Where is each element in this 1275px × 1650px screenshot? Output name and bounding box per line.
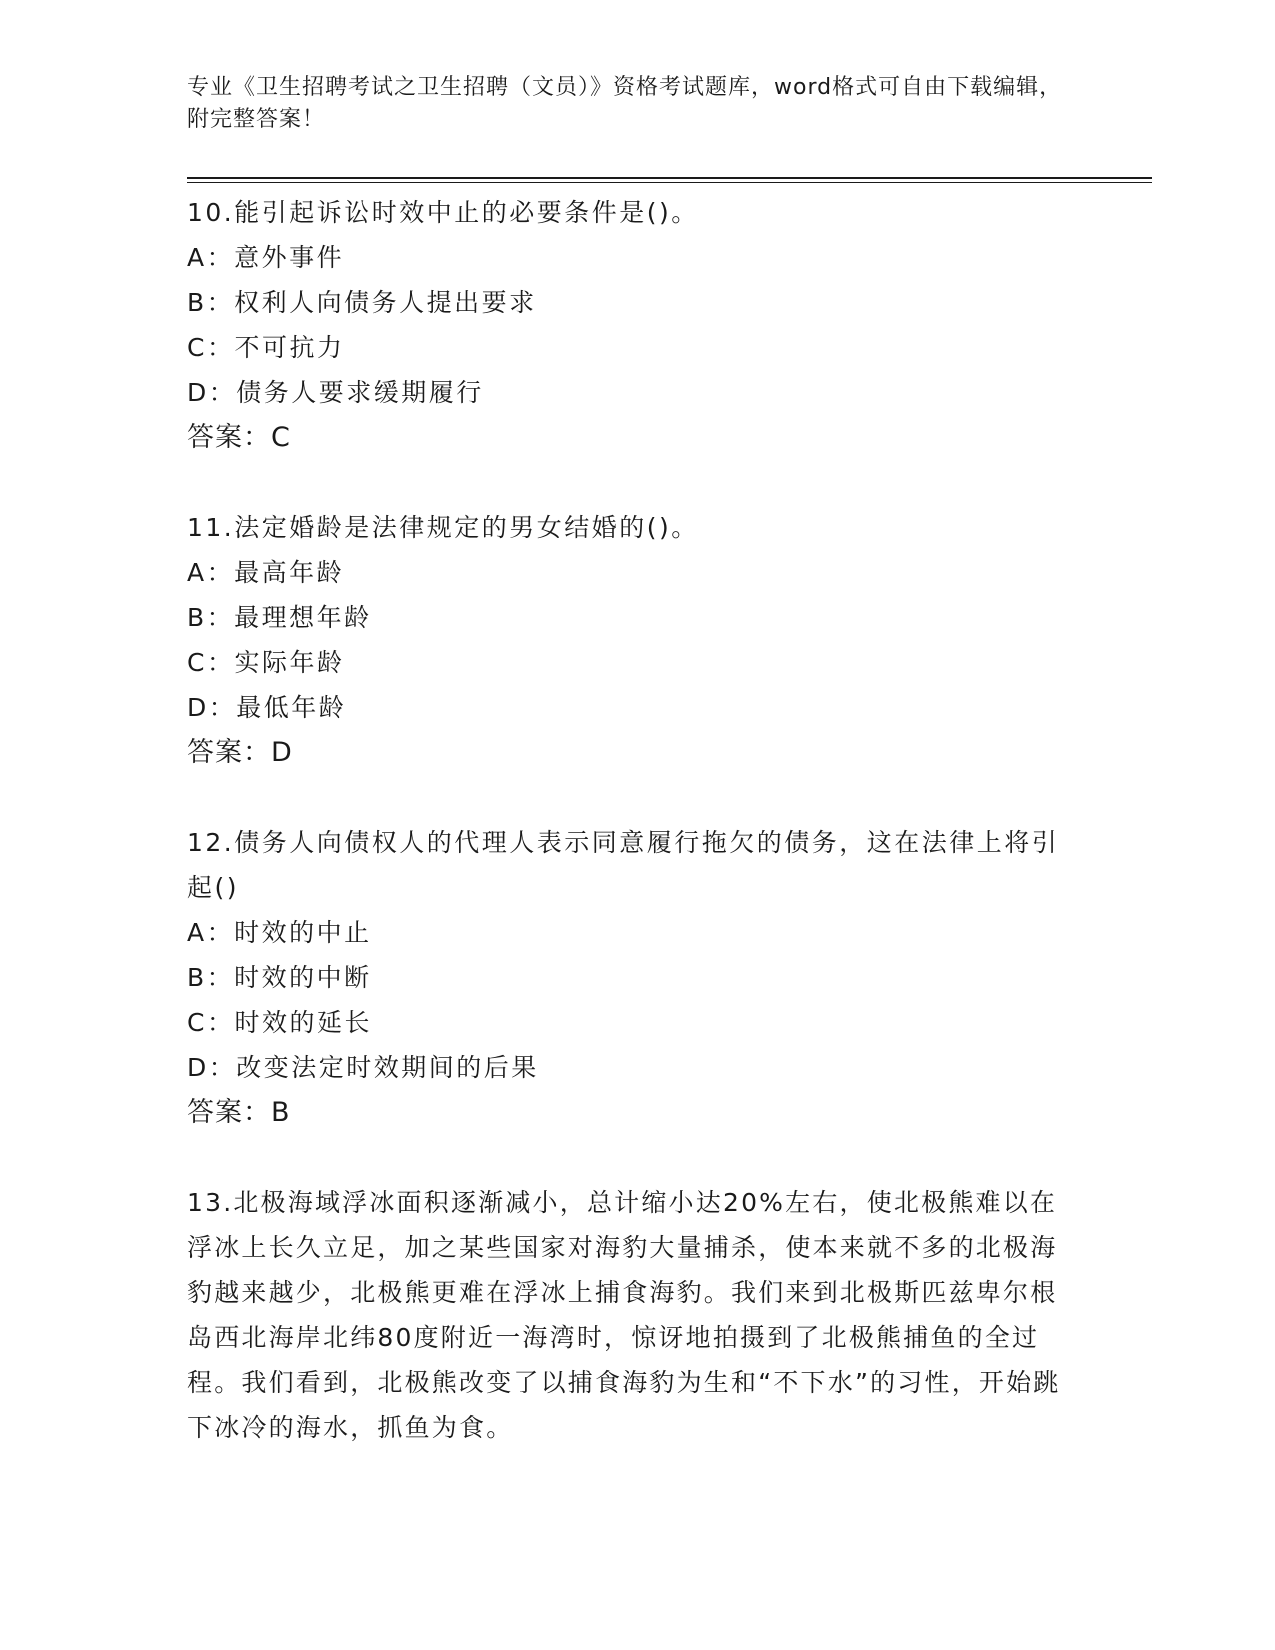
reading-passage: 13.北极海域浮冰面积逐渐减小，总计缩小达20%左右，使北极熊难以在浮冰上长久立足，加之某些国家对海豹大量捕杀，使本来就不多的北极海豹越来越少，北极熊更难在浮冰上捕食海豹。我们来到北极斯匹兹卑尔根岛西北海岸北纬80度附近一海湾时，惊讶地拍摄到了北极熊捕鱼的全过程。我们看到，北极熊改变了以捕食海豹为生和“不下水”的习性，开始跳下冰冷的海水，抓鱼为食。	[187, 1188, 1061, 1442]
option-a: A：意外事件	[187, 243, 345, 272]
option-d: D：债务人要求缓期履行	[187, 378, 484, 407]
question-13	[187, 1180, 1067, 1450]
answer: 答案：C	[187, 422, 291, 453]
answer: 答案：D	[187, 737, 293, 768]
option-d: D：最低年龄	[187, 693, 347, 722]
spacer	[187, 775, 1067, 820]
question-text: 12.债务人向债权人的代理人表示同意履行拖欠的债务，这在法律上将引起()	[187, 828, 1060, 902]
header-divider	[187, 177, 1152, 179]
option-b: B：权利人向债务人提出要求	[187, 288, 537, 317]
spacer	[187, 1135, 1067, 1180]
question-10	[187, 190, 1067, 460]
question-11	[187, 505, 1067, 775]
header-divider-thin	[187, 182, 1152, 183]
question-text: 10.能引起诉讼时效中止的必要条件是()。	[187, 198, 699, 227]
option-a: A：时效的中止	[187, 918, 372, 947]
option-b: B：时效的中断	[187, 963, 372, 992]
answer: 答案：B	[187, 1097, 291, 1128]
spacer	[187, 460, 1067, 505]
option-c: C：不可抗力	[187, 333, 345, 362]
option-d: D：改变法定时效期间的后果	[187, 1053, 539, 1082]
option-c: C：实际年龄	[187, 648, 345, 677]
question-text: 11.法定婚龄是法律规定的男女结婚的()。	[187, 513, 699, 542]
document-header: 专业《卫生招聘考试之卫生招聘（文员）》资格考试题库，word格式可自由下载编辑，附完整答案！	[187, 75, 1063, 132]
option-a: A：最高年龄	[187, 558, 345, 587]
question-12	[187, 820, 1067, 1135]
option-b: B：最理想年龄	[187, 603, 372, 632]
option-c: C：时效的延长	[187, 1008, 372, 1037]
question-list	[187, 190, 1067, 1450]
